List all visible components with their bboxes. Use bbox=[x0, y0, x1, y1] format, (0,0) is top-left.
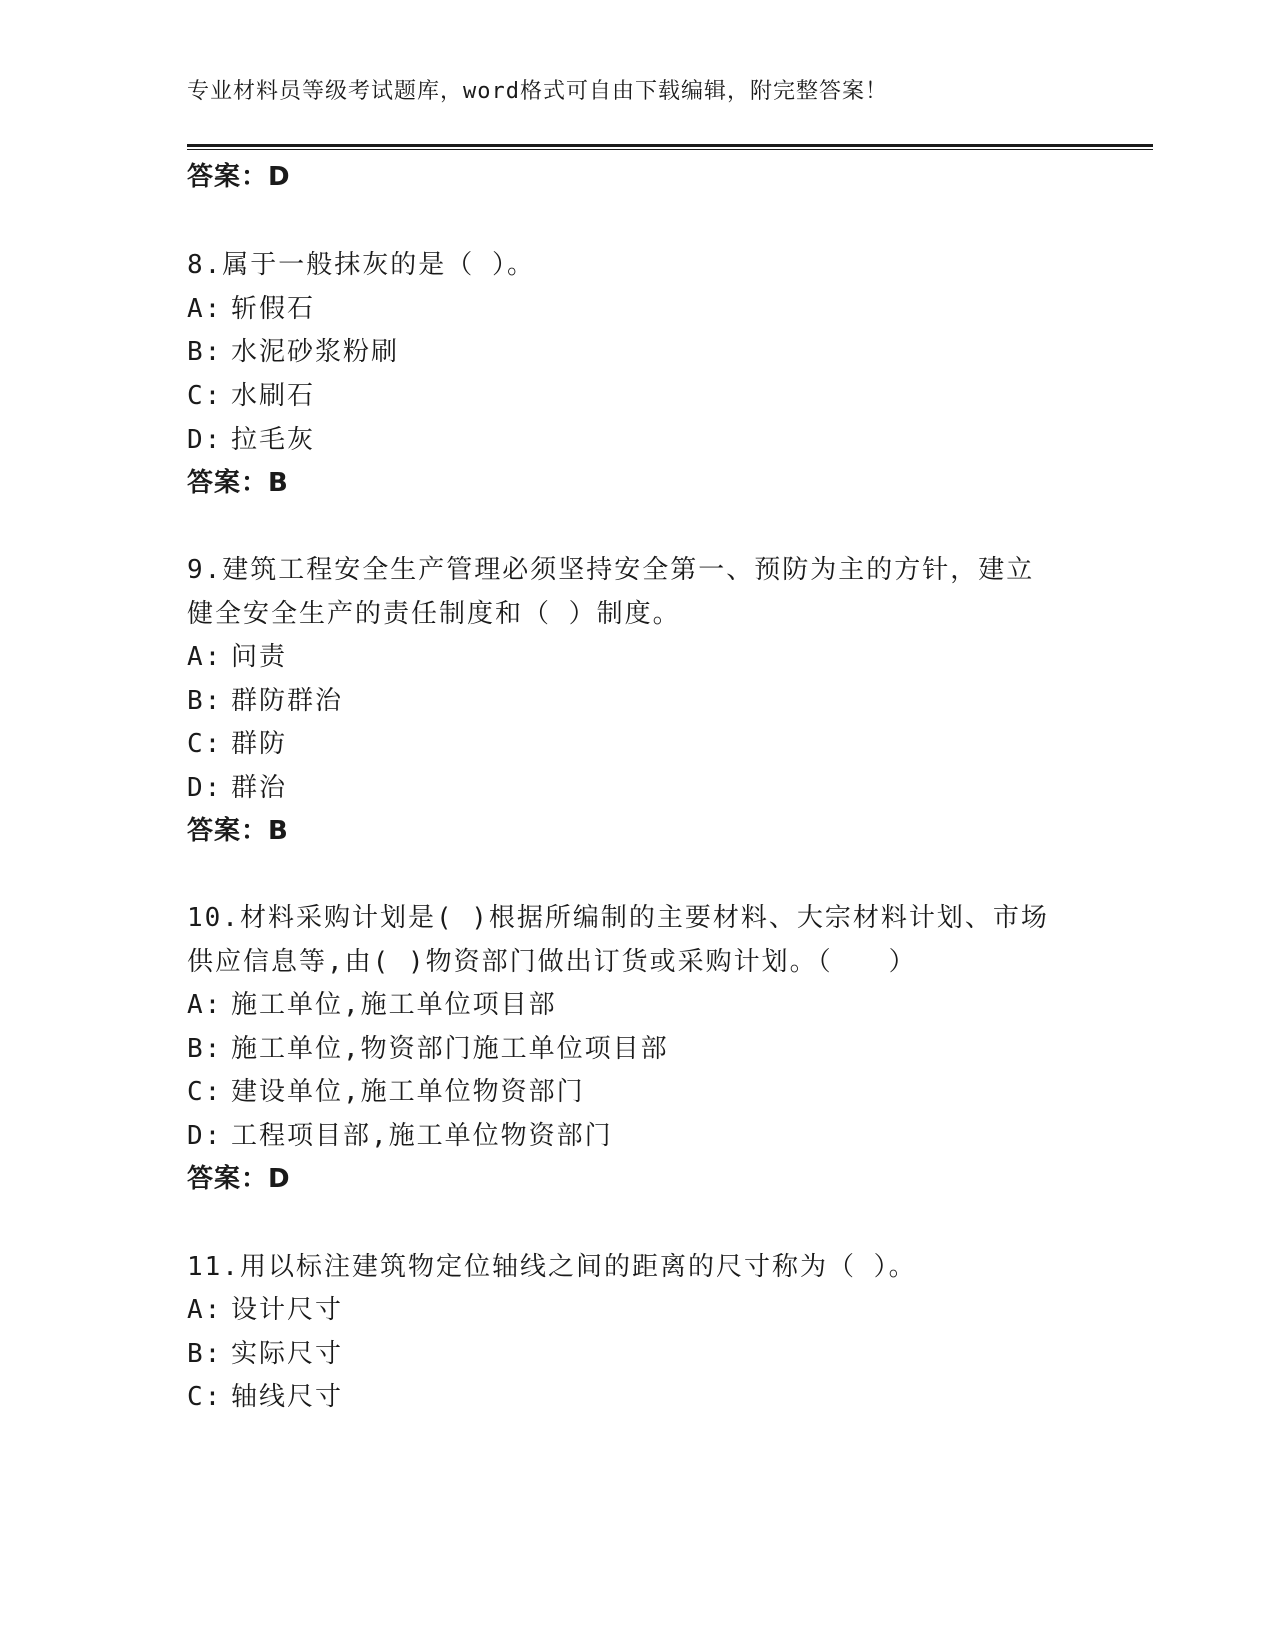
option-letter: A: bbox=[187, 1295, 223, 1325]
option-text: 建设单位,施工单位物资部门 bbox=[231, 1077, 585, 1107]
option-letter: A: bbox=[187, 990, 223, 1020]
option-letter: C: bbox=[187, 729, 223, 759]
option-text: 轴线尺寸 bbox=[231, 1382, 344, 1412]
question-11-option-b bbox=[187, 1333, 343, 1370]
header-rule-thick bbox=[187, 144, 1153, 147]
question-9-option-a bbox=[187, 636, 287, 673]
question-8-stem: 8.属于一般抹灰的是（ ）。 bbox=[187, 250, 535, 280]
option-letter: C: bbox=[187, 381, 223, 411]
question-8-option-b bbox=[187, 331, 399, 368]
question-10-option-c bbox=[187, 1071, 585, 1108]
prev-answer: 答案：D bbox=[187, 162, 291, 192]
question-9-option-b bbox=[187, 680, 343, 717]
option-letter: C: bbox=[187, 1382, 223, 1412]
question-8-option-a bbox=[187, 288, 315, 325]
option-letter: D: bbox=[187, 425, 223, 455]
question-11-option-a bbox=[187, 1289, 343, 1326]
option-letter: C: bbox=[187, 1077, 223, 1107]
option-letter: B: bbox=[187, 1339, 223, 1369]
question-10-stem-line-2: 供应信息等,由( )物资部门做出订货或采购计划。（ ） bbox=[187, 947, 917, 977]
question-11-stem: 11.用以标注建筑物定位轴线之间的距离的尺寸称为（ ）。 bbox=[187, 1252, 917, 1282]
option-text: 施工单位,施工单位项目部 bbox=[231, 990, 557, 1020]
option-text: 水泥砂浆粉刷 bbox=[231, 337, 400, 367]
question-8-answer: 答案：B bbox=[187, 468, 289, 498]
option-text: 施工单位,物资部门施工单位项目部 bbox=[231, 1034, 669, 1064]
question-9-option-c bbox=[187, 723, 287, 760]
option-letter: D: bbox=[187, 773, 223, 803]
option-letter: B: bbox=[187, 686, 223, 716]
question-9-stem-line-2: 健全安全生产的责任制度和（ ）制度。 bbox=[187, 599, 681, 629]
option-letter: B: bbox=[187, 337, 223, 367]
option-text: 群防 bbox=[231, 729, 288, 759]
option-text: 水刷石 bbox=[231, 381, 316, 411]
question-9-option-d bbox=[187, 767, 287, 804]
question-10-stem-line-1: 10.材料采购计划是( )根据所编制的主要材料、大宗材料计划、市场 bbox=[187, 903, 1049, 933]
option-text: 实际尺寸 bbox=[231, 1339, 344, 1369]
option-text: 群防群治 bbox=[231, 686, 344, 716]
page-header: 专业材料员等级考试题库，word格式可自由下载编辑，附完整答案！ bbox=[187, 79, 888, 104]
question-11-option-c bbox=[187, 1376, 343, 1413]
option-letter: A: bbox=[187, 642, 223, 672]
question-10-option-a bbox=[187, 984, 557, 1021]
question-9-stem-line-1: 9.建筑工程安全生产管理必须坚持安全第一、预防为主的方针，建立 bbox=[187, 555, 1035, 585]
option-letter: D: bbox=[187, 1121, 223, 1151]
option-text: 群治 bbox=[231, 773, 288, 803]
option-text: 斩假石 bbox=[231, 294, 316, 324]
option-letter: A: bbox=[187, 294, 223, 324]
question-8-option-c bbox=[187, 375, 315, 412]
question-10-option-b bbox=[187, 1028, 669, 1065]
question-10-answer: 答案：D bbox=[187, 1164, 291, 1194]
option-text: 问责 bbox=[231, 642, 288, 672]
option-text: 拉毛灰 bbox=[231, 425, 316, 455]
option-letter: B: bbox=[187, 1034, 223, 1064]
question-8-option-d bbox=[187, 419, 315, 456]
header-rule-thin bbox=[187, 149, 1153, 150]
question-10-option-d bbox=[187, 1115, 613, 1152]
question-9-answer: 答案：B bbox=[187, 816, 289, 846]
option-text: 设计尺寸 bbox=[231, 1295, 344, 1325]
option-text: 工程项目部,施工单位物资部门 bbox=[231, 1121, 613, 1151]
